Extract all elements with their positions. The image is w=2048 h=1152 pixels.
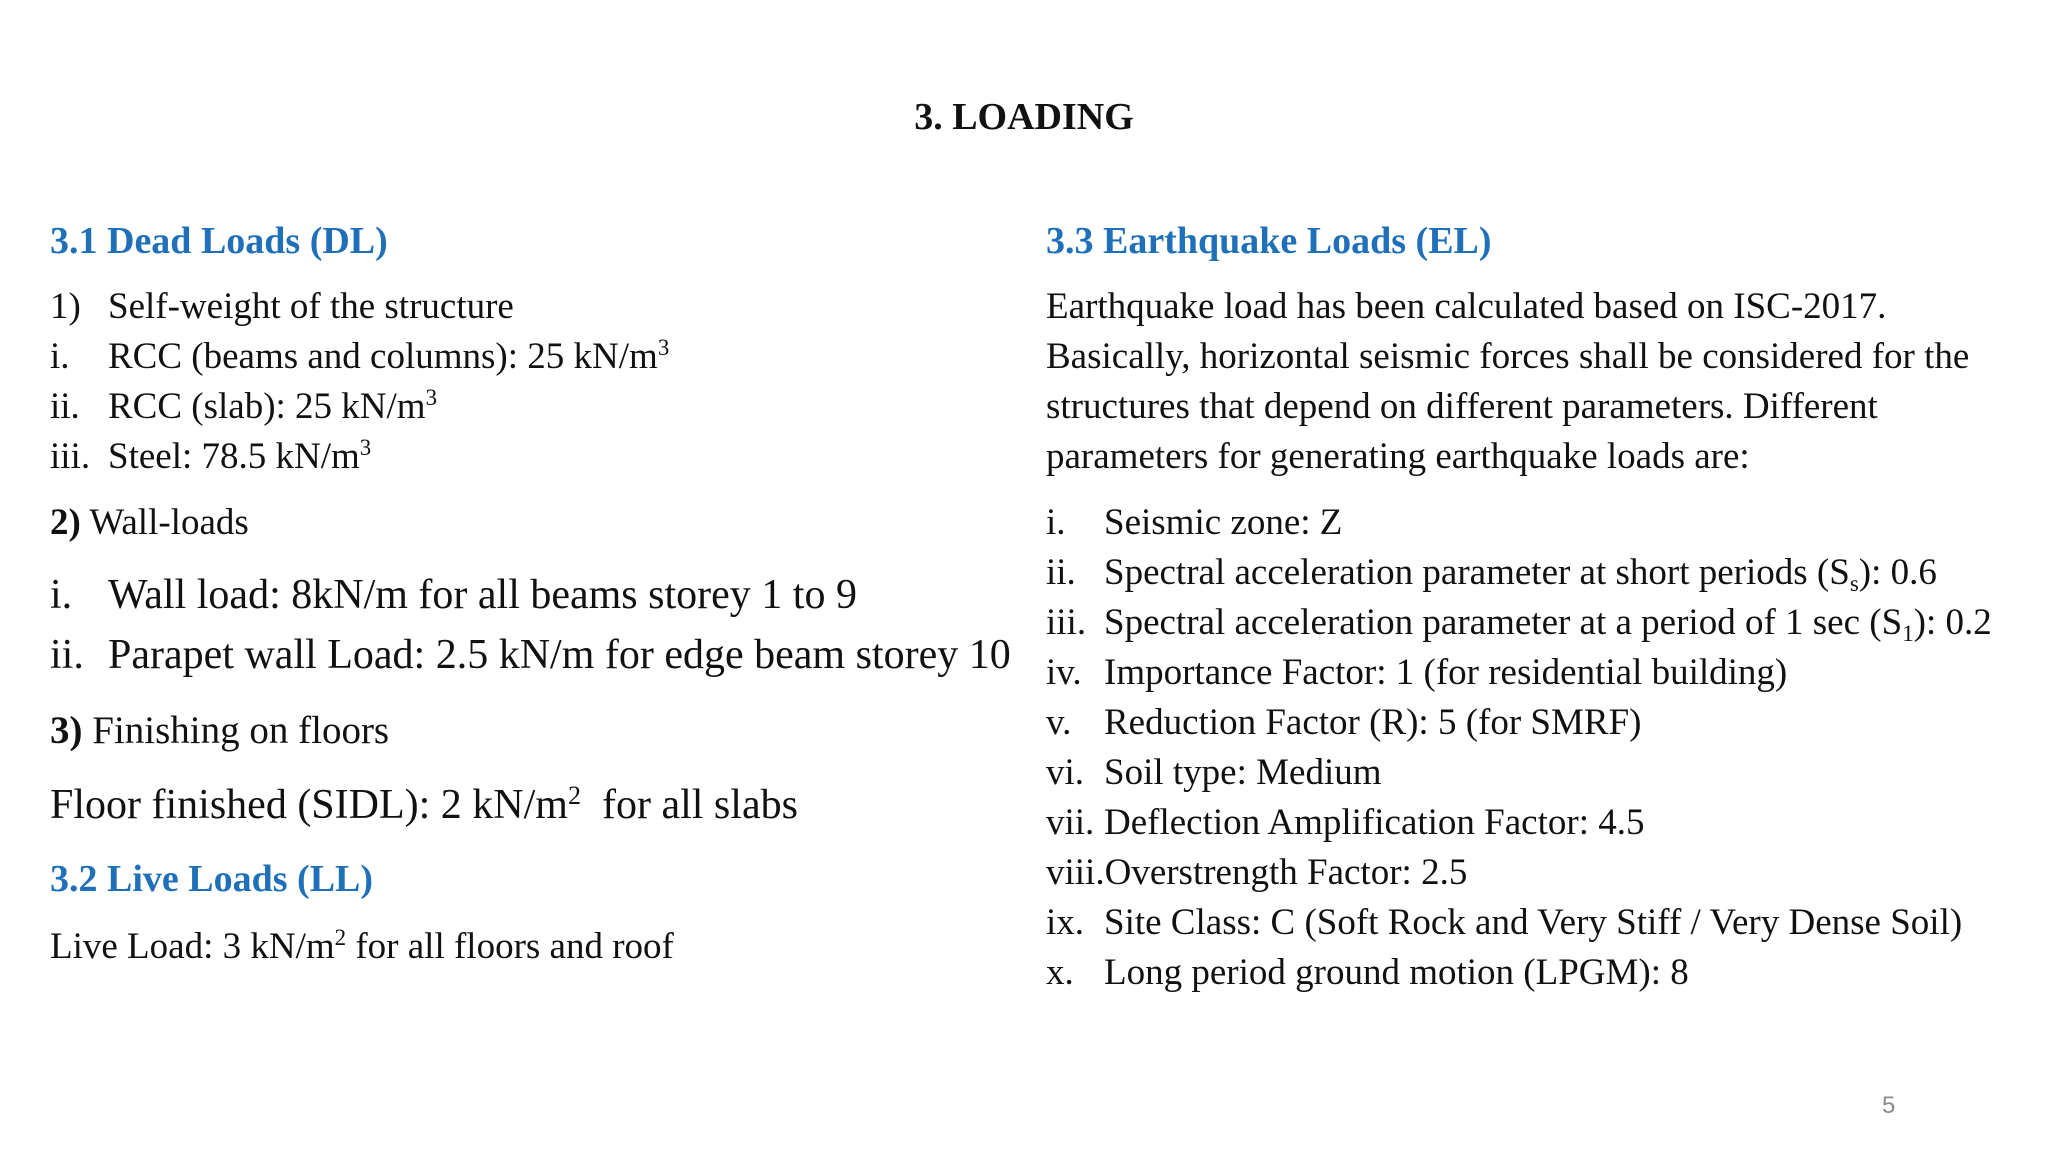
- list-item: [1046, 698, 1992, 748]
- list-number: iv.: [1046, 652, 1082, 693]
- list-item: [50, 332, 669, 382]
- list-text: Parapet wall Load: 2.5 kN/m for edge beam storey 10: [108, 632, 1011, 678]
- list-item: [1046, 848, 1992, 898]
- list-text: ): 0.2: [1913, 602, 1992, 643]
- list-text: Long period ground motion (LPGM): 8: [1104, 952, 1689, 993]
- line-text: Live Load: 3 kN/m: [50, 926, 335, 967]
- intro-line: parameters for generating earthquake loads are:: [1046, 436, 1750, 477]
- list-item: [1046, 598, 1992, 648]
- live-load-line: [50, 922, 674, 972]
- list-number: vi.: [1046, 752, 1085, 793]
- superscript: 3: [359, 435, 372, 461]
- list-item: [50, 567, 857, 623]
- list-text: Reduction Factor (R): 5 (for SMRF): [1104, 702, 1642, 743]
- list-text: Deflection Amplification Factor: 4.5: [1104, 802, 1645, 843]
- live-loads-heading: 3.2 Live Loads (LL): [50, 858, 374, 900]
- slide-title: 3. LOADING: [914, 96, 1134, 138]
- list-text: Site Class: C (Soft Rock and Very Stiff / Very Dense Soil): [1104, 902, 1963, 943]
- finishing-subheading: [50, 706, 389, 756]
- line-text: for all floors and roof: [346, 926, 674, 967]
- list-text: Spectral acceleration parameter at a period of 1 sec (S: [1104, 602, 1903, 643]
- list-number: i.: [1046, 502, 1066, 543]
- list-item: [50, 382, 437, 432]
- subscript: 1: [1902, 620, 1914, 646]
- list-item: [1046, 948, 1992, 998]
- list-text: Wall-loads: [89, 502, 249, 543]
- list-text: Overstrength Factor: 2.5: [1104, 852, 1468, 893]
- wall-loads-subheading: [50, 498, 249, 548]
- list-number: x.: [1046, 952, 1074, 993]
- intro-line: structures that depend on different parameters. Different: [1046, 386, 1878, 427]
- list-number: ix.: [1046, 902, 1085, 943]
- superscript: 2: [567, 780, 581, 810]
- list-item: [50, 627, 1011, 683]
- list-text: Finishing on floors: [92, 709, 390, 752]
- list-number: vii.: [1046, 802, 1095, 843]
- intro-line: Basically, horizontal seismic forces shall be considered for the: [1046, 336, 1970, 377]
- list-item: [1046, 648, 1992, 698]
- superscript: 3: [657, 335, 670, 361]
- list-item: [50, 432, 371, 482]
- list-text: Self-weight of the structure: [108, 286, 514, 327]
- superscript: 3: [425, 385, 438, 411]
- superscript: 2: [334, 925, 347, 951]
- list-item: [1046, 748, 1992, 798]
- list-number: v.: [1046, 702, 1072, 743]
- list-number: ii.: [50, 632, 84, 678]
- list-number: 2): [50, 502, 81, 543]
- list-number: ii.: [50, 386, 80, 427]
- list-text: Soil type: Medium: [1104, 752, 1382, 793]
- self-weight-item: [50, 282, 514, 332]
- earthquake-intro: [1046, 282, 1969, 482]
- list-item: [1046, 548, 1992, 598]
- list-number: i.: [50, 572, 73, 618]
- subscript: s: [1849, 570, 1859, 596]
- line-text: Floor finished (SIDL): 2 kN/m: [50, 782, 568, 828]
- list-item: [1046, 498, 1992, 548]
- list-number: iii.: [1046, 602, 1087, 643]
- dead-loads-heading: 3.1 Dead Loads (DL): [50, 220, 388, 262]
- list-text: RCC (beams and columns): 25 kN/m: [108, 336, 658, 377]
- floor-finish-line: [50, 777, 798, 833]
- list-item: [1046, 798, 1992, 848]
- list-text: RCC (slab): 25 kN/m: [108, 386, 426, 427]
- list-number: viii.: [1046, 852, 1105, 893]
- earthquake-loads-heading: 3.3 Earthquake Loads (EL): [1046, 220, 1492, 262]
- list-number: i.: [50, 336, 70, 377]
- list-text: ): 0.6: [1858, 552, 1937, 593]
- list-number: 3): [50, 709, 83, 752]
- list-text: Spectral acceleration parameter at short periods (S: [1104, 552, 1850, 593]
- list-text: Wall load: 8kN/m for all beams storey 1 to 9: [108, 572, 857, 618]
- page-number: 5: [1882, 1092, 1896, 1119]
- line-text: for all slabs: [580, 782, 798, 828]
- list-number: 1): [50, 286, 81, 327]
- intro-line: Earthquake load has been calculated based on ISC-2017.: [1046, 286, 1887, 327]
- list-text: Importance Factor: 1 (for residential building): [1104, 652, 1788, 693]
- list-item: [1046, 898, 1992, 948]
- list-number: iii.: [50, 436, 91, 477]
- list-text: Steel: 78.5 kN/m: [108, 436, 360, 477]
- earthquake-parameters-list: [1046, 498, 1992, 998]
- list-text: Seismic zone: Z: [1104, 502, 1343, 543]
- list-number: ii.: [1046, 552, 1076, 593]
